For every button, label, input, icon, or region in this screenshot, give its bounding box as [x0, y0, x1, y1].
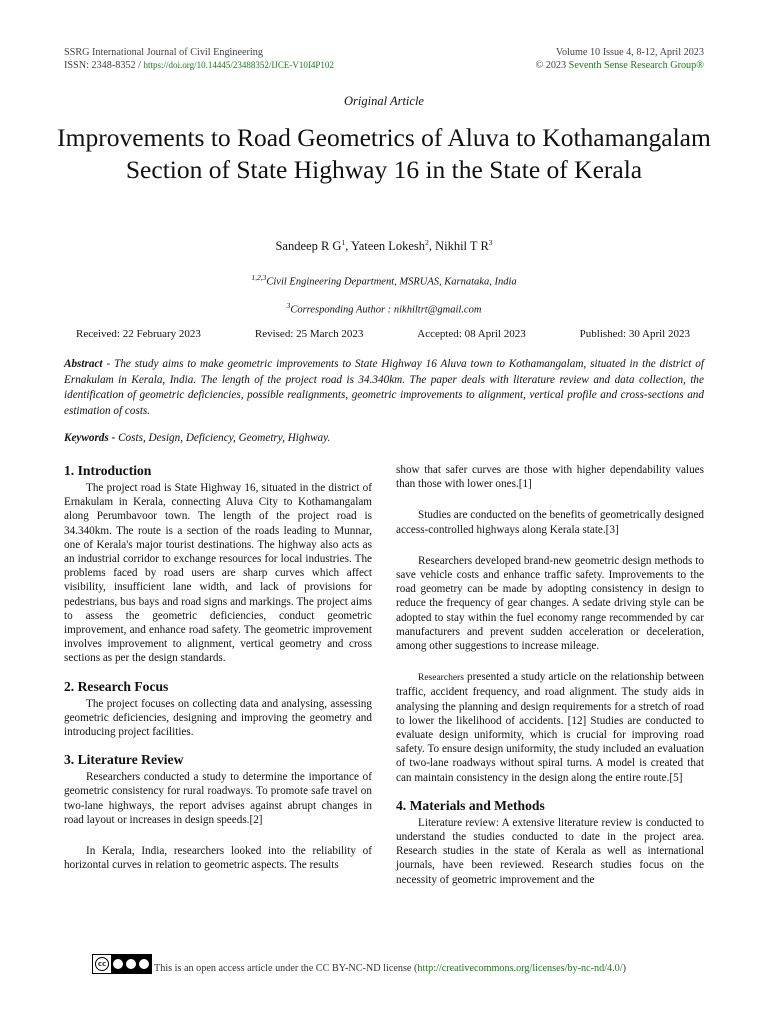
accepted-date: Accepted: 08 April 2023 — [417, 328, 526, 340]
copyright: © 2023 — [535, 60, 567, 71]
paragraph: Researchers developed brand-new geometric design methods to save vehicle costs and enhance traffic safety. Improvements to the road geometry can be made by adopting consistency in design to reduce the frequency of gear changes. A sedate driving style can be adopted to stay within the fuel economy range recommended by car manufacturers and prevent sudden acceleration or deceleration, among other suggestions to increase mileage. — [396, 554, 704, 653]
paragraph: Literature review: A extensive literature review is conducted to understand the studies conducted to date in the project area. Research studies in the state of Kerala as well as international journals, have been reviewed. Research studies focus on the necessity of geometric improvement and the — [396, 816, 704, 886]
received-date: Received: 22 February 2023 — [76, 328, 201, 340]
paragraph — [396, 670, 704, 785]
paragraph: Researchers conducted a study to determine the importance of geometric consistency for rural roadways. To promote safe travel on two-lane highways, the report advises against abrupt changes in road layout or increases in design speeds.[2] — [64, 771, 372, 826]
author-name: Nikhil T R — [435, 239, 489, 254]
corresponding-author — [0, 301, 768, 316]
author-name: Sandeep R G — [275, 239, 342, 254]
section-heading: 4. Materials and Methods — [396, 797, 545, 813]
paragraph: The project road is State Highway 16, situated in the district of Ernakulam in Kerala, connecting Aluva City to Kothamangalam along Perumbavoor town. The length of the project road is 34.340km. The route is a section of the roads leading to Munnar, one of Kerala's major tourist destinations. The highway also acts as an industrial corridor to exchange resources for local industries. The problems faced by road users are sharp curves which affect visibility, insufficient lane width, and lack of provisions for pedestrians, bus bays and road signs and markings. The project aims to assess the geometric deficiencies, conduct geometric improvement, and enhance road safety. The geometric improvement involves improvement to alignment, vertical geometry and cross sections as per the design standards. — [64, 482, 372, 665]
abstract — [64, 357, 704, 419]
keywords-label: Keywords - — [64, 432, 116, 444]
author-sup: 3 — [488, 238, 493, 247]
volume-header — [535, 46, 704, 72]
section-heading: 2. Research Focus — [64, 678, 169, 694]
revised-date: Revised: 25 March 2023 — [254, 328, 364, 340]
issn: ISSN: 2348-8352 / — [64, 60, 141, 71]
copyright-line — [535, 59, 704, 72]
abstract-text: - The study aims to make geometric improvements to State Highway 16 Aluva town to Kothamangalam, situated in the district of Ernakulam in Kerala, India. The length of the project road is 34.340km. The paper deals with literature review and data collection, the identification of geometric deficiencies, possible realignments, geometric improvements to alignment, vertical profile and cross-sections and estimation of costs. — [64, 358, 704, 417]
license-footer — [92, 954, 626, 974]
paragraph: Studies are conducted on the benefits of geometrically designed access-controlled highways along Kerala state.[3] — [396, 509, 704, 536]
license-link[interactable]: http://creativecommons.org/licenses/by-nc-nd/4.0/ — [417, 963, 623, 974]
license-text: This is an open access article under the CC BY-NC-ND license ( — [154, 963, 418, 974]
license-close: ) — [622, 963, 627, 974]
cc-logo-icon: cc — [95, 957, 109, 971]
right-column — [396, 463, 704, 887]
journal-name: SSRG International Journal of Civil Engineering — [64, 47, 263, 58]
affiliation-sup: 1,2,3 — [251, 273, 267, 282]
author-sup: 1 — [341, 238, 346, 247]
paragraph: show that safer curves are those with higher dependability values than those with lower ones.[1] — [396, 464, 704, 491]
keywords — [64, 432, 704, 444]
section-heading: 3. Literature Review — [64, 752, 184, 768]
corresponding-sup: 3 — [286, 301, 291, 310]
published-date: Published: 30 April 2023 — [579, 328, 690, 340]
publisher-link[interactable]: Seventh Sense Research Group® — [568, 60, 704, 71]
volume-info: Volume 10 Issue 4, 8-12, April 2023 — [555, 47, 704, 58]
abstract-label: Abstract — [64, 358, 103, 370]
corresponding-text: Corresponding Author : nikhiltrt@gmail.com — [290, 304, 482, 316]
paragraph-lead: Researchers — [418, 673, 464, 684]
paragraph: In Kerala, India, researchers looked into the reliability of horizontal curves in relation to geometric aspects. The results — [64, 845, 372, 872]
affiliation — [0, 273, 768, 288]
author-list: Sandeep R $G^1$, Yateen Lokesh$^2$, Nikhil T $R^3$ — [275, 238, 493, 254]
issn-line — [64, 59, 334, 72]
affiliation-text: Civil Engineering Department, MSRUAS, Karnataka, India — [266, 276, 517, 288]
paragraph-text: presented a study article on the relationship between traffic, accident frequency, and road alignment. The study aids in analysing the planning and design requirements for a stretch of road to lower the likelihood of accidents. [12] Studies are conducted to evaluate design uniformity, which is crucial for improving road safety. To ensure design uniformity, the study included an evaluation of two-lane roadways without spiral turns. A model is created that can maintain consistency in the design along the entire route.[5] — [396, 671, 704, 784]
cc-license-badge-icon[interactable] — [92, 954, 152, 974]
author-sup: 2 — [425, 238, 429, 247]
paragraph: The project focuses on collecting data and analysing, assessing geometric deficiencies, designing and improving the geometry and introducing project facilities. — [64, 697, 372, 739]
article-type: Original Article — [344, 94, 424, 108]
author-name: Yateen Lokesh — [350, 239, 426, 254]
date-row — [76, 328, 690, 340]
left-column — [64, 462, 372, 872]
journal-header — [64, 46, 334, 72]
keywords-text: Costs, Design, Deficiency, Geometry, Highway. — [115, 432, 331, 444]
paper-title: Improvements to Road Geometrics of Aluva to Kothamangalam Section of State Highway 16 in the State of Kerala — [57, 123, 711, 184]
section-heading: 1. Introduction — [64, 463, 152, 478]
doi-link[interactable]: https://doi.org/10.14445/23488352/IJCE-V10I4P102 — [143, 60, 334, 70]
